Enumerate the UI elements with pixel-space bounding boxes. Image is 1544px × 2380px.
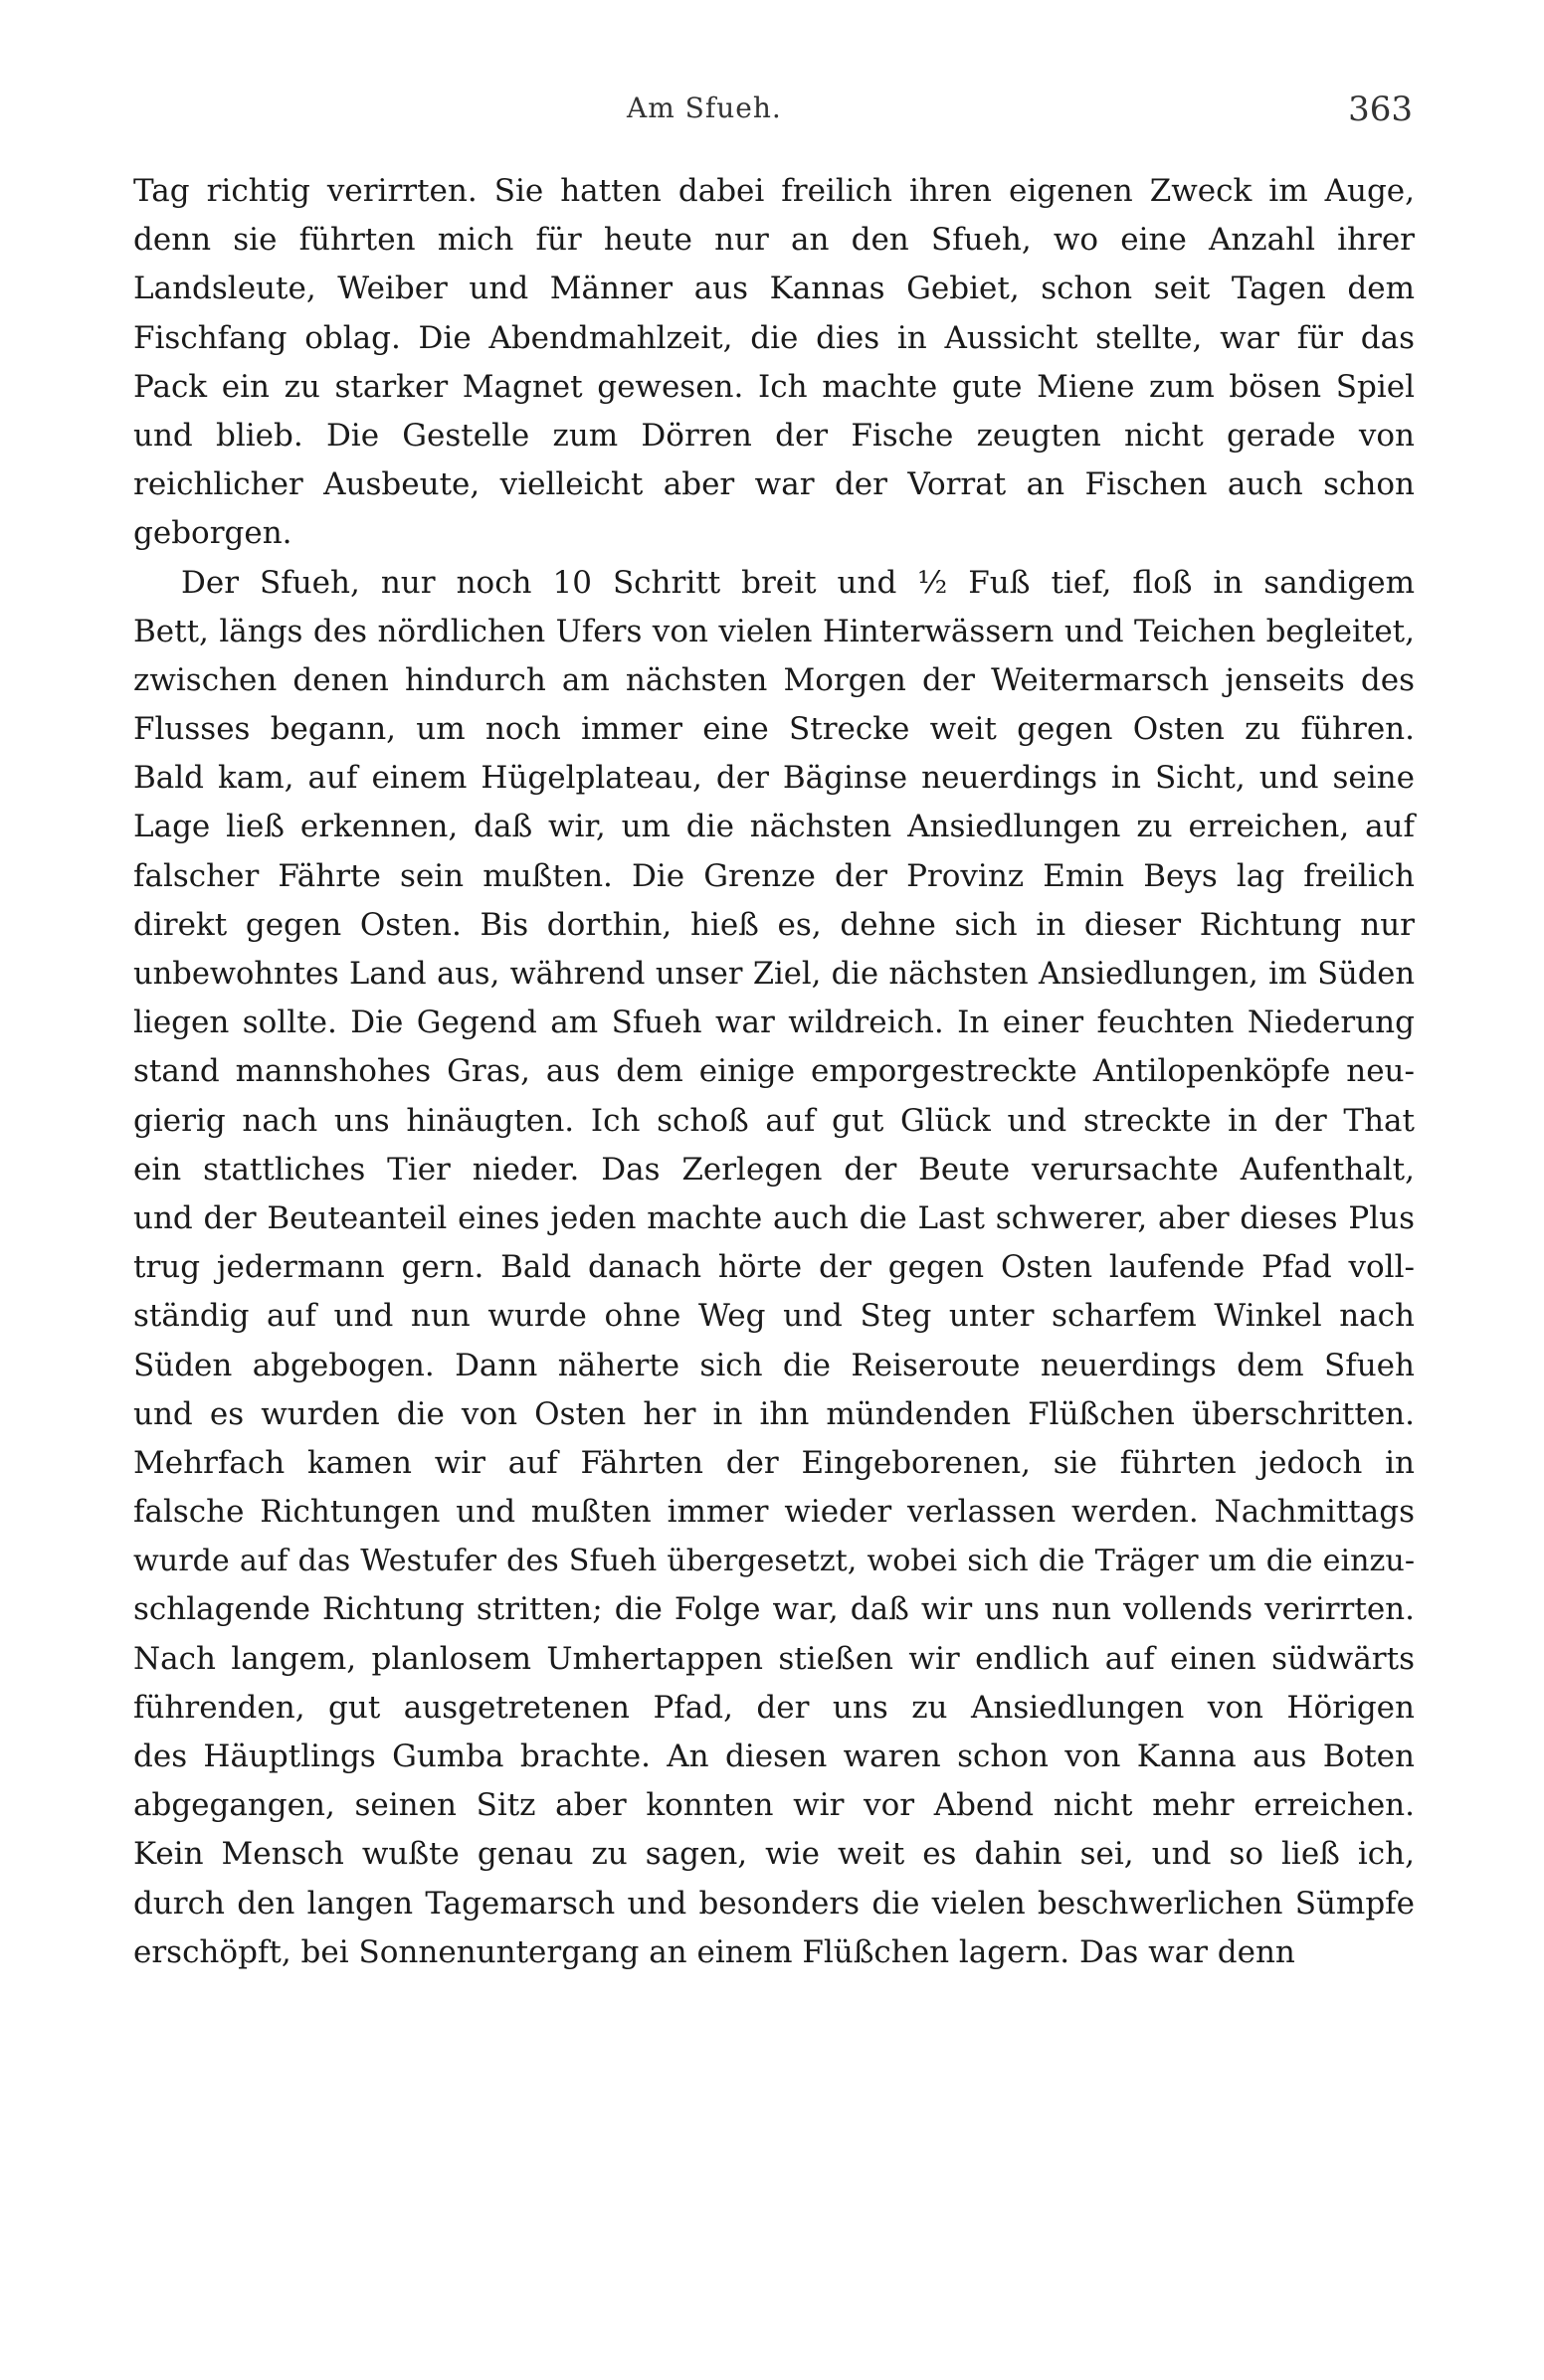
text-line: zwischen denen hindurch am nächsten Morgen der Weitermarsch jenseits des (133, 661, 1415, 698)
running-head (0, 82, 1544, 131)
text-line: direkt gegen Osten. Bis dorthin, hieß es, dehne sich in dieser Richtung nur (133, 906, 1415, 943)
text-line: falscher Fährte sein mußten. Die Grenze der Provinz Emin Beys lag freilich (133, 857, 1415, 894)
text-line: Bald kam, auf einem Hügelplateau, der Bäginse neuerdings in Sicht, und seine (133, 760, 1415, 797)
text-line: ein stattliches Tier nieder. Das Zerlegen der Beute verursachte Aufenthalt, (133, 1151, 1415, 1188)
text-line: erschöpft, bei Sonnenuntergang an einem Flüßchen lagern. Das war denn (133, 1933, 1295, 1970)
paragraph (133, 167, 1415, 559)
paragraph (133, 559, 1415, 1977)
text-line: führenden, gut ausgetretenen Pfad, der uns zu Ansiedlungen von Hörigen (133, 1689, 1415, 1726)
text-line: stand mannshohes Gras, aus dem einige emporgestreckte Antilopenköpfe neu- (133, 1053, 1415, 1090)
text-line: reichlicher Ausbeute, vielleicht aber war der Vorrat an Fischen auch schon (133, 466, 1415, 503)
text-line: Tag richtig verirrten. Sie hatten dabei freilich ihren eigenen Zweck im Auge, (133, 173, 1415, 209)
text-line: Der Sfueh, nur noch 10 Schritt breit und ½ Fuß tief, floß in sandigem (181, 564, 1415, 601)
text-line: Landsleute, Weiber und Männer aus Kannas Gebiet, schon seit Tagen dem (133, 271, 1415, 307)
text-line: Flusses begann, um noch immer eine Strecke weit gegen Osten zu führen. (133, 711, 1415, 748)
page-number: 363 (1348, 90, 1413, 129)
text-line: Bett, längs des nördlichen Ufers von vielen Hinterwässern und Teichen begleitet, (133, 613, 1415, 649)
text-line: Kein Mensch wußte genau zu sagen, wie weit es dahin sei, und so ließ ich, (133, 1836, 1415, 1873)
text-body (133, 167, 1415, 1977)
text-line: und blieb. Die Gestelle zum Dörren der Fische zeugten nicht gerade von (133, 417, 1415, 454)
text-line: Fischfang oblag. Die Abendmahlzeit, die dies in Aussicht stellte, war für das (133, 319, 1415, 356)
text-line: Süden abgebogen. Dann näherte sich die Reiseroute neuerdings dem Sfueh (133, 1347, 1415, 1383)
text-line: des Häuptlings Gumba brachte. An diesen waren schon von Kanna aus Boten (133, 1739, 1415, 1774)
text-line: falsche Richtungen und mußten immer wieder verlassen werden. Nachmittags (133, 1494, 1415, 1531)
text-line: wurde auf das Westufer des Sfueh übergesetzt, wobei sich die Träger um die einzu- (133, 1544, 1415, 1579)
text-line: und der Beuteanteil eines jeden machte auch die Last schwerer, aber dieses Plus (133, 1199, 1415, 1236)
running-title: Am Sfueh. (627, 92, 782, 124)
text-line: unbewohntes Land aus, während unser Ziel, die nächsten Ansiedlungen, im Süden (133, 957, 1415, 992)
text-line: schlagende Richtung stritten; die Folge war, daß wir uns nun vollends verirrten. (133, 1591, 1415, 1628)
text-line: Nach langem, planlosem Umhertappen stießen wir endlich auf einen südwärts (133, 1640, 1415, 1677)
text-line: denn sie führten mich für heute nur an den Sfueh, wo eine Anzahl ihrer (133, 222, 1415, 259)
text-line: ständig auf und nun wurde ohne Weg und Steg unter scharfem Winkel nach (133, 1298, 1415, 1335)
text-line: durch den langen Tagemarsch und besonders die vielen beschwerlichen Sümpfe (133, 1885, 1415, 1922)
text-line: Mehrfach kamen wir auf Fährten der Eingeborenen, sie führten jedoch in (133, 1444, 1415, 1481)
text-line: liegen sollte. Die Gegend am Sfueh war wildreich. In einer feuchten Niederung (133, 1005, 1415, 1041)
text-line: Lage ließ erkennen, daß wir, um die nächsten Ansiedlungen zu erreichen, auf (133, 809, 1415, 845)
text-line: abgegangen, seinen Sitz aber konnten wir vor Abend nicht mehr erreichen. (133, 1787, 1415, 1824)
text-line: geborgen. (133, 515, 292, 552)
text-line: trug jedermann gern. Bald danach hörte der gegen Osten laufende Pfad voll- (133, 1249, 1415, 1286)
text-line: und es wurden die von Osten her in ihn mündenden Flüßchen überschritten. (133, 1395, 1415, 1432)
text-line: Pack ein zu starker Magnet gewesen. Ich machte gute Miene zum bösen Spiel (133, 368, 1415, 405)
text-line: gierig nach uns hinäugten. Ich schoß auf gut Glück und streckte in der That (133, 1102, 1415, 1139)
